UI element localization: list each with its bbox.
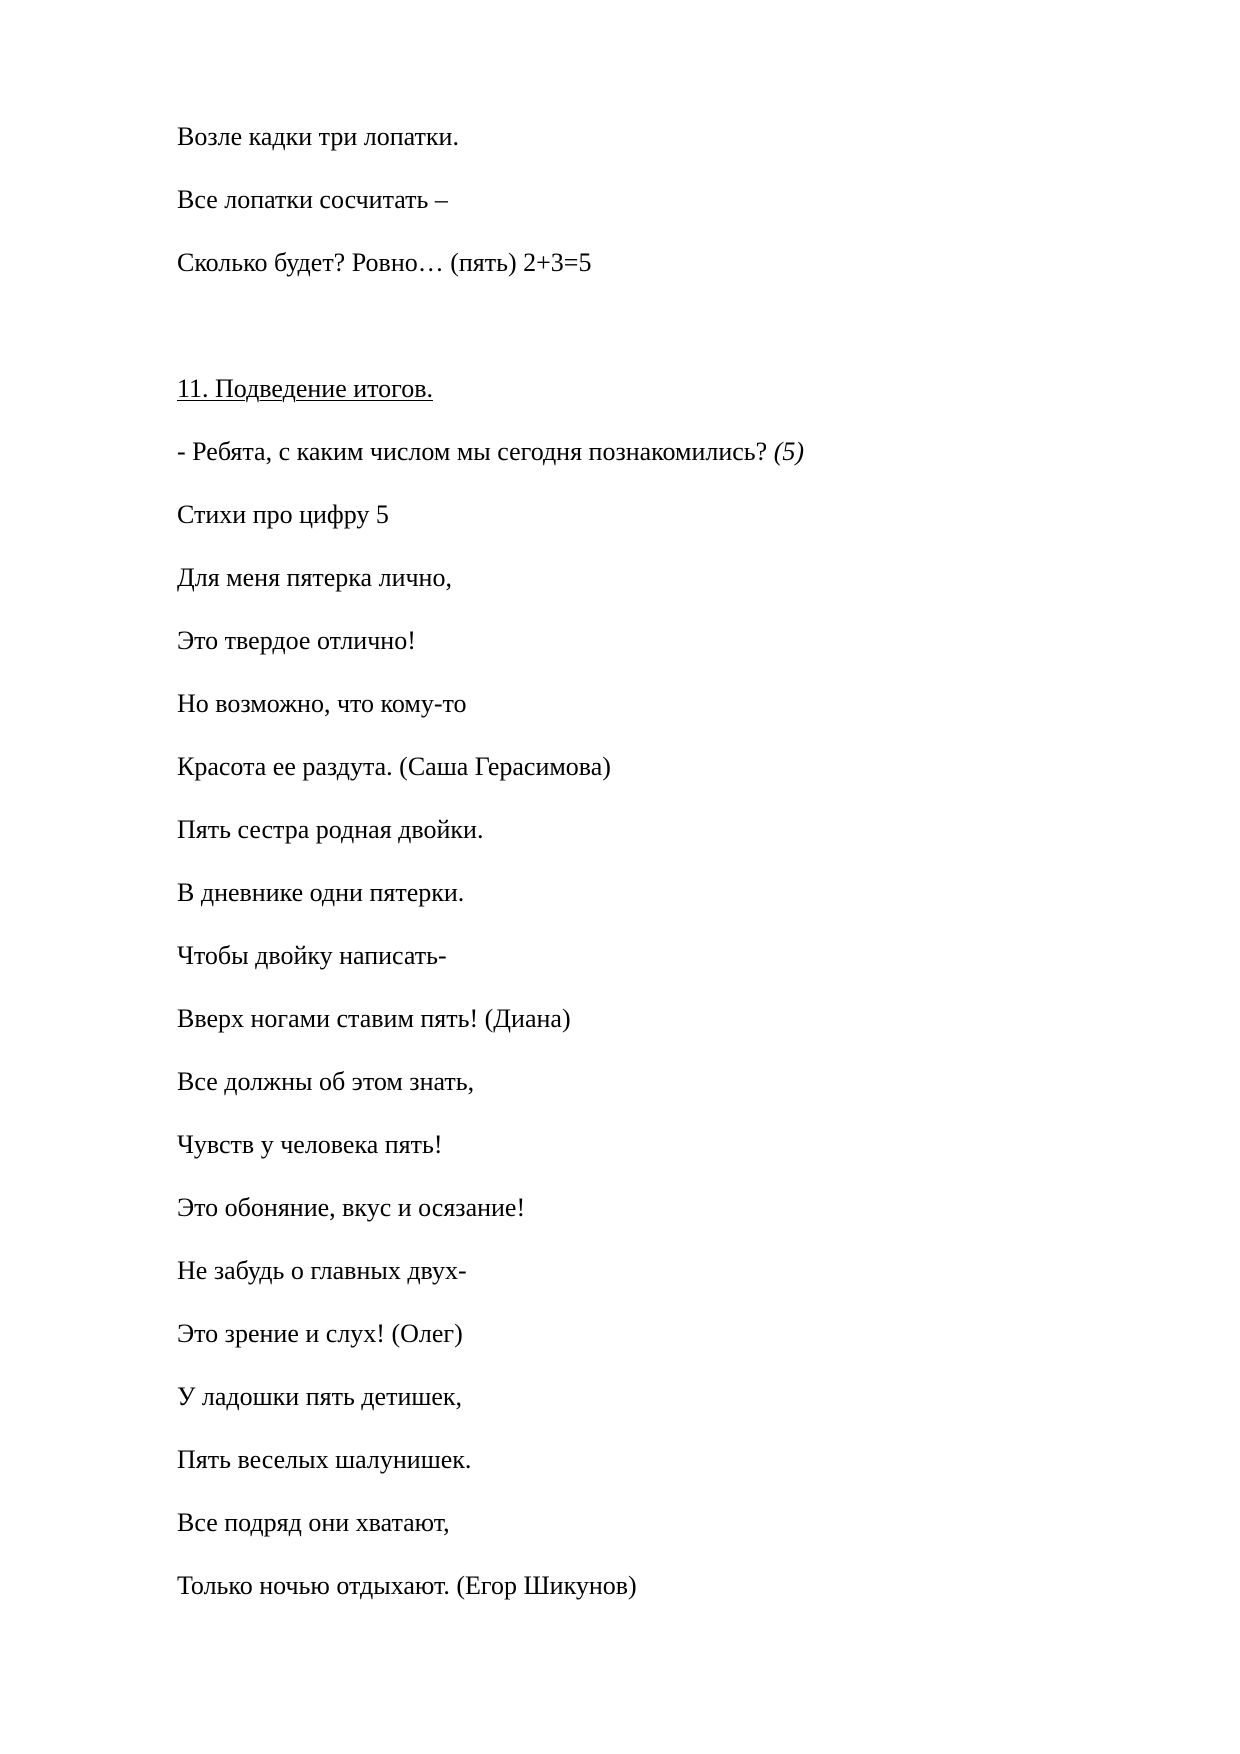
poem-line: У ладошки пять детишек, (177, 1382, 463, 1411)
poem-line: В дневнике одни пятерки. (177, 878, 465, 907)
poem-line: Это обоняние, вкус и осязание! (177, 1193, 526, 1222)
poem-line: Пять веселых шалунишек. (177, 1445, 472, 1474)
poem-line: Все подряд они хватают, (177, 1508, 450, 1537)
poem-line: Пять сестра родная двойки. (177, 815, 484, 844)
poem-line: Это твердое отлично! (177, 626, 416, 655)
riddle-line: Сколько будет? Ровно… (пять) 2+3=5 (177, 248, 592, 277)
poem-line: Для меня пятерка лично, (177, 563, 452, 592)
section-heading: 11. Подведение итогов. (177, 374, 433, 403)
poem-line: Все должны об этом знать, (177, 1067, 475, 1096)
poem-line: Чувств у человека пять! (177, 1130, 443, 1159)
poems-title: Стихи про цифру 5 (177, 500, 389, 529)
poem-line: Вверх ногами ставим пять! (Диана) (177, 1004, 571, 1033)
question-line (177, 437, 804, 467)
riddle-line: Все лопатки сосчитать – (177, 185, 448, 214)
poem-line: Но возможно, что кому-то (177, 689, 467, 718)
poem-line: Это зрение и слух! (Олег) (177, 1319, 463, 1348)
question-answer: (5) (773, 437, 805, 466)
poem-line: Не забудь о главных двух- (177, 1256, 467, 1285)
poem-line: Только ночью отдыхают. (Егор Шикунов) (177, 1571, 637, 1600)
question-text: - Ребята, с каким числом мы сегодня познакомились? (177, 437, 774, 466)
poem-line: Чтобы двойку написать- (177, 941, 447, 970)
riddle-line: Возле кадки три лопатки. (177, 122, 459, 151)
poem-line: Красота ее раздута. (Саша Герасимова) (177, 752, 611, 781)
